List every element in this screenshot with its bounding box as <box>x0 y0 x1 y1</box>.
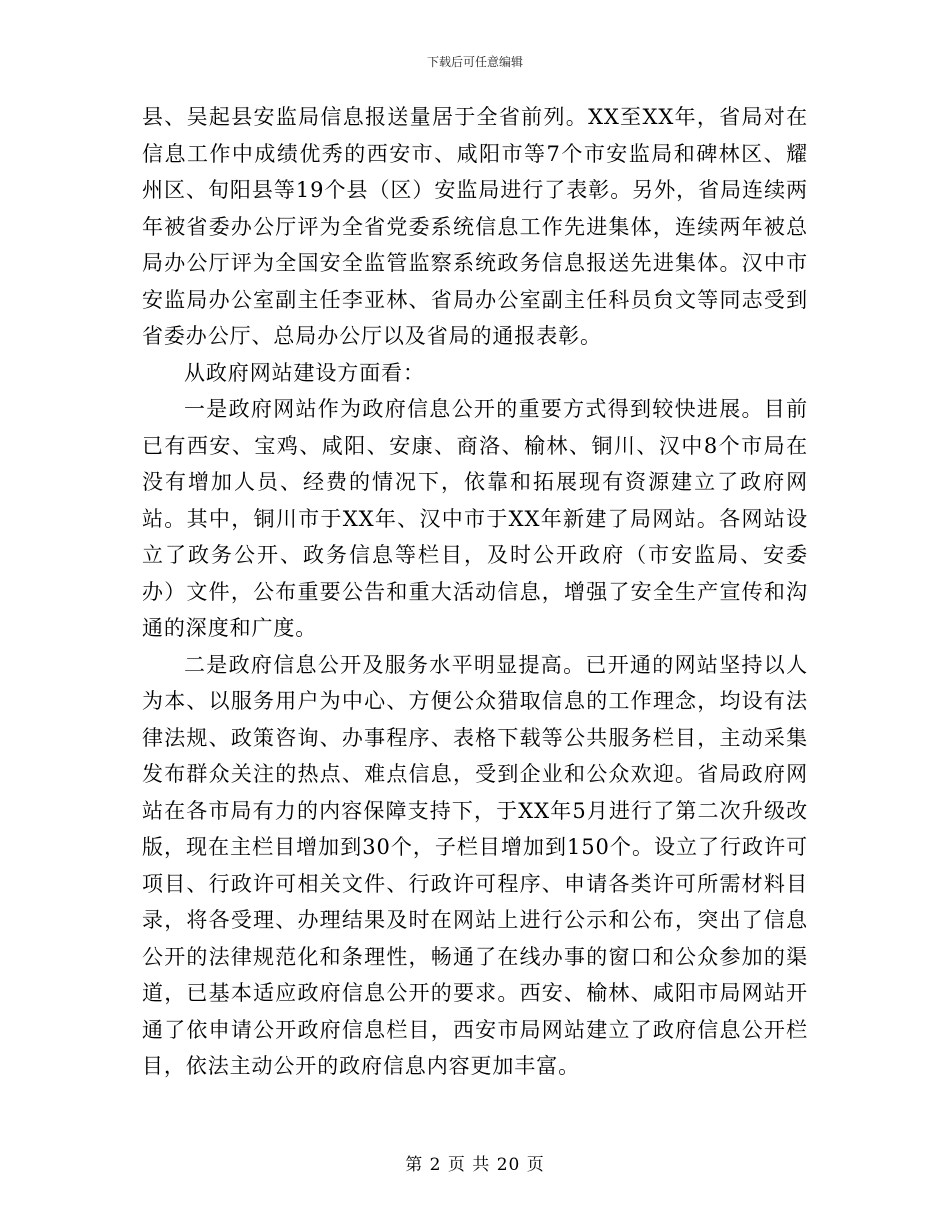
page-header: 下载后可任意编辑 <box>426 55 523 69</box>
paragraph: 县、吴起县安监局信息报送量居于全省前列。XX至XX年，省局对在信息工作中成绩优秀的西安市、咸阳市等7个市安监局和碑林区、耀州区、旬阳县等19个县（区）安监局进行了表彰。另外，省局连续两年被省委办公厅评为全省党委系统信息工作先进集体，连续两年被总局办公厅评为全国安全监管监察系统政务信息报送先进集体。汉中市安监局办公室副主任李亚林、省局办公室副主任科员贠文等同志受到省委办公厅、总局办公厅以及省局的通报表彰。 <box>142 105 808 348</box>
document-body <box>142 99 808 1085</box>
paragraph: 二是政府信息公开及服务水平明显提高。已开通的网站坚持以人为本、以服务用户为中心、方便公众猎取信息的工作理念，均设有法律法规、政策咨询、办事程序、表格下载等公共服务栏目，主动采集发布群众关注的热点、难点信息，受到企业和公众欢迎。省局政府网站在各市局有力的内容保障支持下，于XX年5月进行了第二次升级改版，现在主栏目增加到30个，子栏目增加到150个。设立了行政许可项目、行政许可相关文件、行政许可程序、申请各类许可所需材料目录，将各受理、办理结果及时在网站上进行公示和公布，突出了信息公开的法律规范化和条理性，畅通了在线办事的窗口和公众参加的渠道，已基本适应政府信息公开的要求。西安、榆林、咸阳市局网站开通了依申请公开政府信息栏目，西安市局网站建立了政府信息公开栏目，依法主动公开的政府信息内容更加丰富。 <box>142 652 808 1078</box>
paragraph: 从政府网站建设方面看： <box>184 360 425 385</box>
page-number-footer: 第 2 页 共 20 页 <box>405 1155 545 1175</box>
paragraph: 一是政府网站作为政府信息公开的重要方式得到较快进展。目前已有西安、宝鸡、咸阳、安康、商洛、榆林、铜川、汉中8个市局在没有增加人员、经费的情况下，依靠和拓展现有资源建立了政府网站。其中，铜川市于XX年、汉中市于XX年新建了局网站。各网站设立了政务公开、政务信息等栏目，及时公开政府（市安监局、安委办）文件，公布重要公告和重大活动信息，增强了安全生产宣传和沟通的深度和广度。 <box>142 397 808 640</box>
